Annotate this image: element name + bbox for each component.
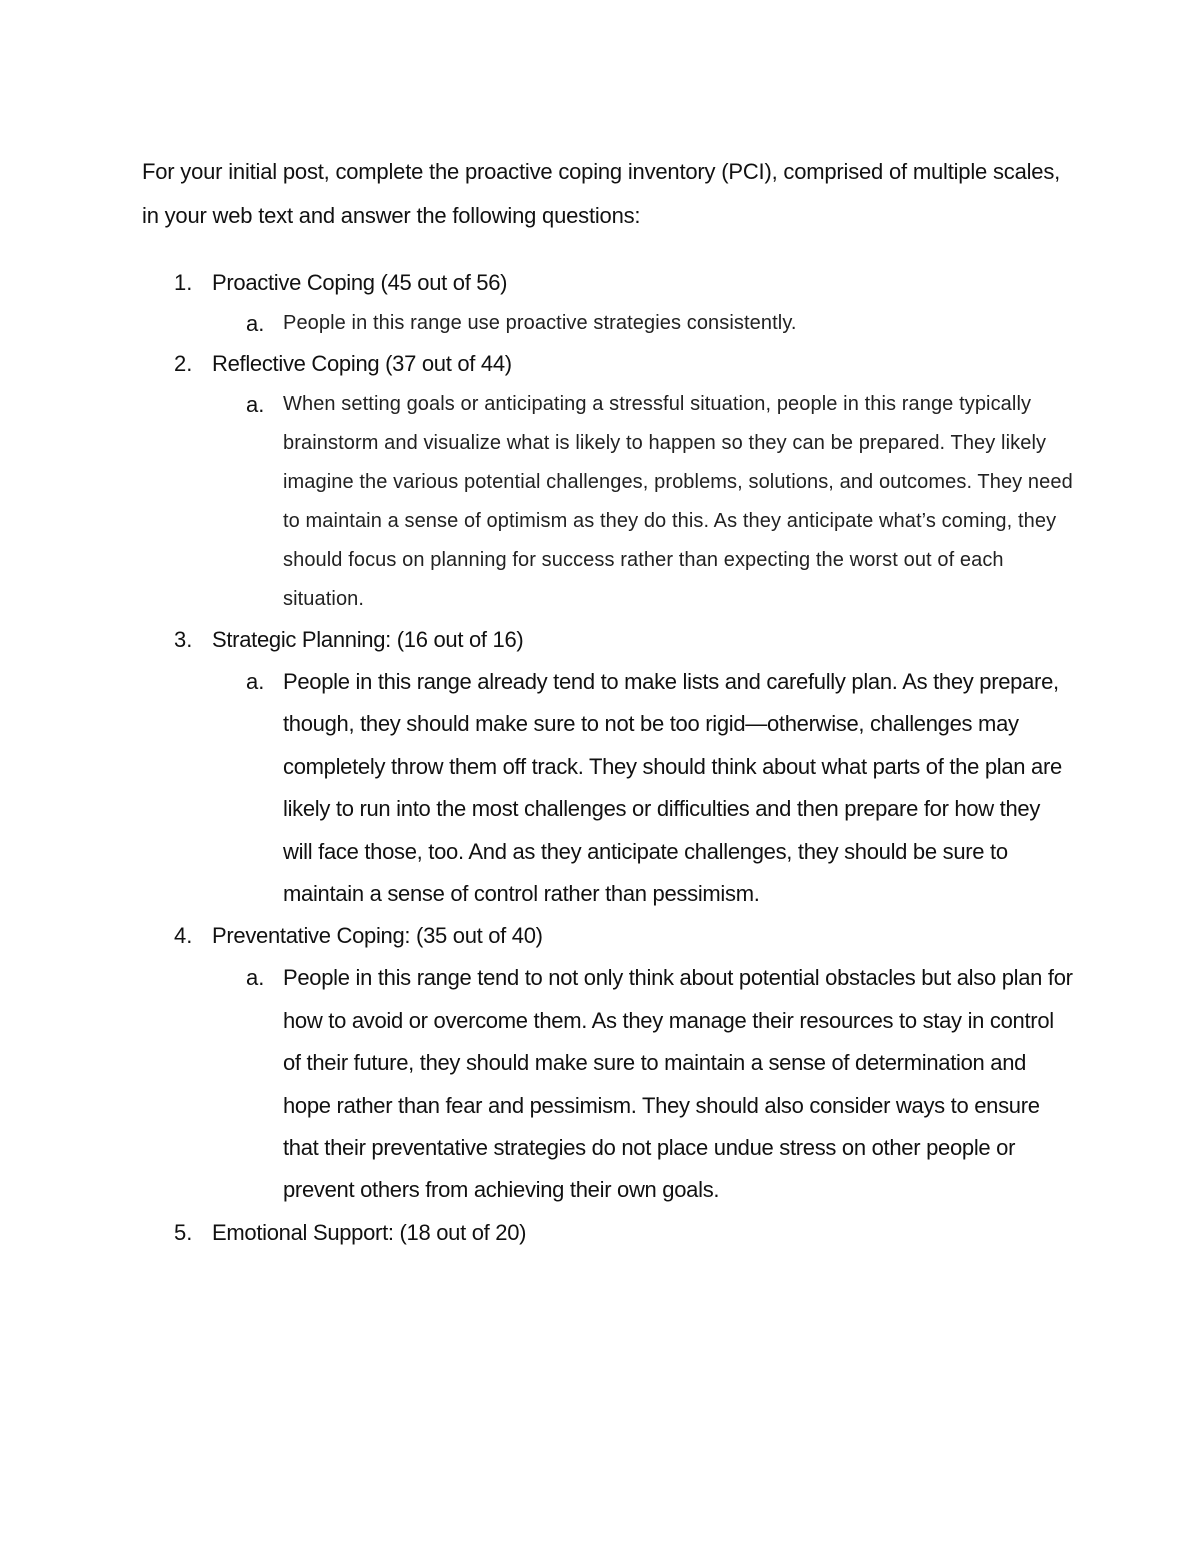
intro-paragraph: For your initial post, complete the proactive coping inventory (PCI), comprised of multiple scales, in your web text and answer the following questions: — [142, 159, 1061, 228]
list-item-number: 1. — [174, 270, 193, 295]
sub-item — [0, 661, 1200, 915]
list-item-title: Preventative Coping: (35 out of 40) — [212, 923, 543, 949]
sub-item-letter: a. — [246, 392, 265, 417]
list-item-number: 5. — [174, 1219, 193, 1245]
sub-item-letter: a. — [246, 311, 265, 336]
sub-item-text: People in this range already tend to make lists and carefully plan. As they prepare, though, they should make sure to not be too rigid—otherwise, challenges may completely throw them off track. They should think about what parts of the plan are likely to run into the most challenges or difficulties and then prepare for how they will face those, too. And as they anticipate challenges, they should be sure to maintain a sense of control rather than pessimism. — [283, 669, 1062, 907]
sub-item-text: People in this range use proactive strategies consistently. — [283, 312, 797, 334]
sub-item-letter: a. — [246, 965, 265, 991]
list-item-emotional-support — [0, 1212, 1200, 1254]
list-item-reflective-coping — [0, 343, 1200, 619]
list-item-title: Strategic Planning: (16 out of 16) — [212, 627, 524, 652]
sub-item-letter: a. — [246, 669, 265, 694]
list-item-proactive-coping — [0, 262, 1200, 343]
list-item-number: 4. — [174, 923, 193, 949]
list-item-preventative-coping — [0, 915, 1200, 1211]
sub-item — [0, 385, 1200, 619]
sub-item-text: When setting goals or anticipating a stressful situation, people in this range typically brainstorm and visualize what is likely to happen so they can be prepared. They likely imagine the various potential challenges, problems, solutions, and outcomes. They need to maintain a sense of optimism as they do this. As they anticipate what’s coming, they should focus on planning for success rather than expecting the worst out of each situation. — [283, 393, 1073, 610]
list-item-strategic-planning — [0, 619, 1200, 915]
sub-item — [0, 957, 1200, 1211]
list-item-title: Emotional Support: (18 out of 20) — [212, 1219, 527, 1245]
list-item-title: Proactive Coping (45 out of 56) — [212, 270, 508, 295]
list-item-number: 3. — [174, 627, 193, 652]
sub-item — [0, 304, 1200, 343]
sub-item-text: People in this range tend to not only think about potential obstacles but also plan for how to avoid or overcome them. As they manage their resources to stay in control of their future, they should make sure to maintain a sense of determination and hope rather than fear and pessimism. They should also consider ways to ensure that their preventative strategies do not place undue stress on other people or prevent others from achieving their own goals. — [283, 965, 1073, 1203]
list-item-title: Reflective Coping (37 out of 44) — [212, 351, 512, 376]
list-item-number: 2. — [174, 351, 193, 376]
questions-list — [0, 262, 1200, 1254]
